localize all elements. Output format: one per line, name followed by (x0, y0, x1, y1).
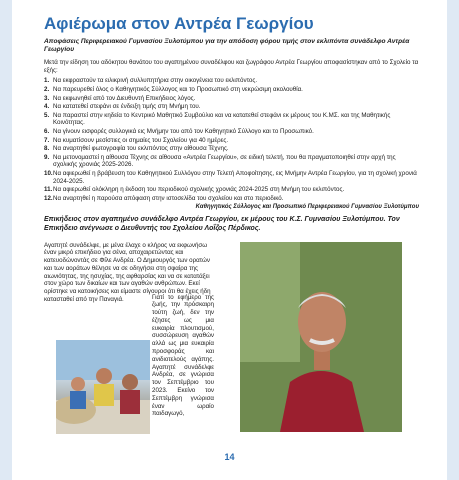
decision-item (44, 77, 419, 85)
decision-item (44, 170, 419, 185)
right-decoration (447, 0, 459, 480)
decision-item-text: Να εκφραστούν τα ειλικρινή συλλυπητήρια στην οικογένεια του εκλιπόντος. (53, 77, 258, 85)
eulogy-text: Αγαπητέ συνάδελφε, με μένα έλαχε ο κλήρος να εκφωνήσω έναν μικρό επικήδειο για σένα, αποχαιρετώντας και κατευοδώνοντάς σε Φίλε Ανδρέα. Ο Δημιουργός των ορατών και των αοράτων θέλησε να σε οδηγήσει στη σφαίρα της αιωνιότητας, της ησυχίας, της αφθαρσίας και να σε κατατάξει στον χώρο των δικαίων και των αγαθών ανθρώπων. Εκεί ορίστηκε να κατοικήσεις και είμαστε σίγουροι ότι θα έχεις ήδη κατασταθεί από την Παναγιά. (44, 241, 211, 304)
decision-item-text: Να αναρτηθεί φωτογραφία του εκλιπόντος στην αίθουσα Τέχνης. (53, 145, 229, 153)
left-decoration (0, 0, 12, 480)
page-number: 14 (224, 452, 235, 462)
decision-item-number: 7. (44, 136, 50, 144)
decision-item (44, 137, 419, 145)
intro-text: Μετά την είδηση του αδόκητου θανάτου του αγαπημένου συναδέλφου και ζωγράφου Αντρέα Γεωργίου αποφασίστηκαν από το Σχολείο τα εξής: (44, 58, 419, 74)
eulogy-section (44, 242, 419, 452)
decision-item (44, 112, 419, 127)
group-photo (56, 340, 150, 434)
decision-item-number: 11. (44, 186, 53, 194)
decision-item (44, 103, 419, 111)
decision-item-number: 12. (44, 194, 53, 202)
decision-item (44, 145, 419, 153)
decision-item-text: Να κυματίσουν μεσίστιες οι σημαίες του Σχολείου για 40 ημέρες. (53, 136, 229, 144)
decision-list (44, 77, 419, 202)
decision-item (44, 195, 419, 203)
page-title: Αφιέρωμα στον Αντρέα Γεωργίου (44, 14, 314, 33)
page-content (44, 14, 419, 452)
decision-item-number: 9. (44, 153, 50, 161)
decision-heading: Αποφάσεις Περιφερειακού Γυμνασίου Ξυλοτύμπου για την απόδοση φόρου τιμής στον εκλιπόντα συνάδελφο Αντρέα Γεωργίου (44, 38, 410, 54)
decision-item (44, 186, 419, 194)
decision-item-text: Να κατατεθεί στεφάνι σε ένδειξη τιμής στη Μνήμη του. (53, 103, 201, 111)
decision-item-number: 5. (44, 111, 50, 119)
decision-item-text: Να αφιερωθεί ολόκληρη η έκδοση του περιοδικού σχολικής χρονιάς 2024-2025 στη Μνήμη του εκλιπόντος. (53, 186, 345, 194)
decision-item (44, 86, 419, 94)
decision-item-number: 10. (44, 169, 53, 177)
decision-item (44, 128, 419, 136)
decision-item-number: 3. (44, 94, 50, 102)
decision-item-text: Να εκφωνηθεί από τον Διευθυντή Επικήδειος λόγος. (53, 94, 196, 102)
eulogy-heading: Επικήδειος στον αγαπημένο συνάδελφο Αντρέα Γεωργίου, εκ μέρους του Κ.Σ. Γυμνασίου Ξυλοτύμπου. Τον Επικήδειο ανέγνωσε ο Διευθυντής του Σχολείου Λοΐζος Πέρδικος. (44, 216, 400, 232)
decision-item (44, 154, 419, 169)
decision-item-number: 4. (44, 103, 50, 111)
decision-item-text: Να γίνουν εισφορές συλλογικά εις Μνήμην του από τον Καθηγητικό Σύλλογο και το Προσωπικό. (53, 127, 314, 135)
decision-item (44, 95, 419, 103)
decision-item-text: Να παραστεί στην κηδεία το Κεντρικό Μαθητικό Συμβούλιο και να κατατεθεί στεφάνι εκ μέρους του Κ.ΜΣ. και της Μαθητικής Κοινότητας. (53, 111, 391, 127)
decision-item-text: Να παρευρεθεί όλος ο Καθηγητικός Σύλλογος και το Προσωπικό στη νεκρώσιμη ακολουθία. (53, 86, 303, 93)
decision-item-number: 1. (44, 77, 50, 85)
decision-item-number: 2. (44, 86, 50, 93)
decision-item-number: 6. (44, 127, 50, 135)
portrait-photo (240, 242, 402, 432)
eulogy-wrap-text: Γιατί το εφήμερο της ζωής, την πρόσκαιρη τούτη ζωή, δεν την έζησες ως μια ευκαιρία πλουτισμού, συσσώρευση αγαθών αλλά ως μια ευκαιρία προσφοράς και ανιδιοτελούς αγάπης. Αγαπητέ συνάδελφε Ανδρέα, σε γνώρισα τον Σεπτέμβριο του 2023. Εκείνο τον Σεπτέμβρη γνώρισα έναν ωραίο παιδαγωγό, (152, 293, 214, 418)
decision-item-number: 8. (44, 145, 50, 153)
decision-item-text: Να μετονομαστεί η αίθουσα Τέχνης σε αίθουσα «Αντρέα Γεωργίου», σε ειδική τελετή, που θα πραγματοποιηθεί στην αρχή της σχολικής χρονιάς 2025-2026. (53, 153, 396, 169)
decision-item-text: Να αφιερωθεί η βράβευση του Καθηγητικού Συλλόγου στην Τελετή Αποφοίτησης, εις Μνήμην Αντρέα Γεωργίου, για τη σχολική χρονιά 2024-2025. (53, 169, 417, 185)
decision-item-text: Να αναρτηθεί η παρούσα απόφαση στην ιστοσελίδα του σχολείου και στο περιοδικό. (53, 194, 284, 202)
signature: Καθηγητικός Σύλλογος και Προσωπικό Περιφερειακού Γυμνασίου Ξυλοτύμπου (195, 204, 419, 211)
